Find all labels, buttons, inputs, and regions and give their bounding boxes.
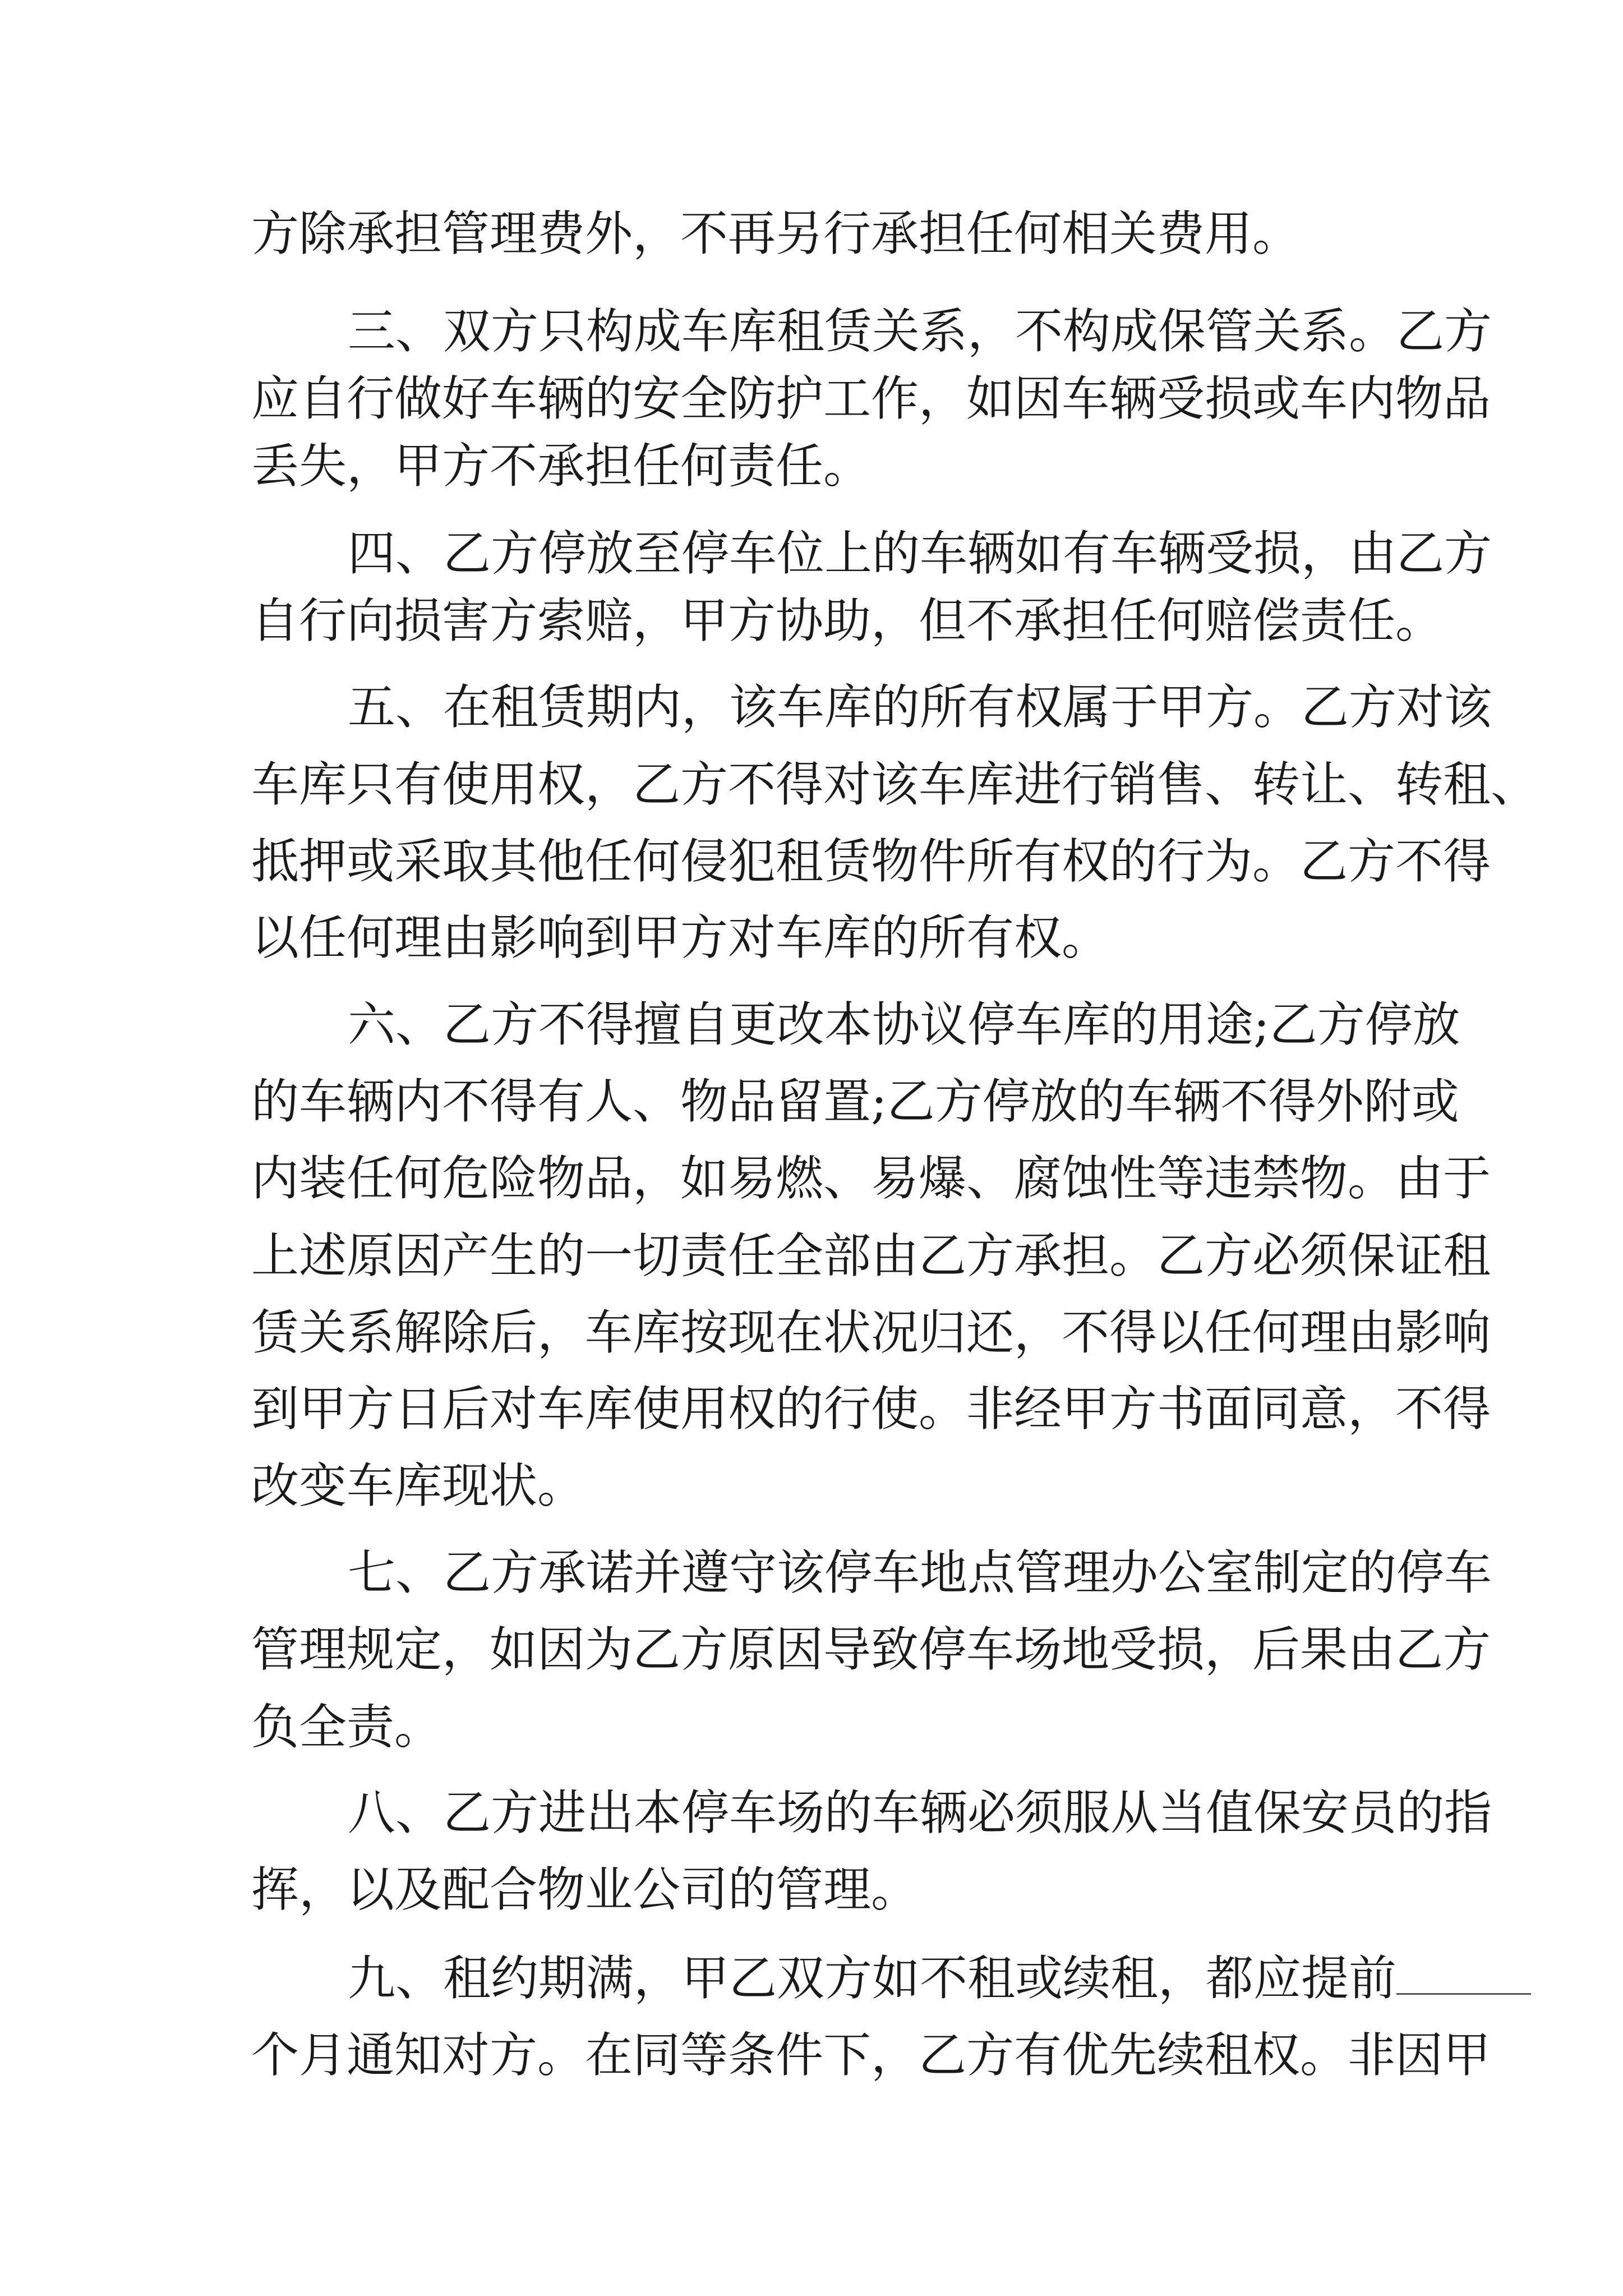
- text-line: 丢失，甲方不承担任何责任。: [251, 439, 872, 494]
- text-line: 以任何理由影响到甲方对车库的所有权。: [251, 910, 1110, 966]
- text-line: 管理规定，如因为乙方原因导致停车场地受损，后果由乙方: [251, 1622, 1491, 1678]
- text-line: 改变车库现状。: [251, 1458, 585, 1514]
- text-line: 赁关系解除后，车库按现在状况归还，不得以任何理由影响: [251, 1305, 1491, 1361]
- clause-9-line: [348, 1951, 1397, 2007]
- text-line: 内装任何危险物品，如易燃、易爆、腐蚀性等违禁物。由于: [251, 1151, 1491, 1207]
- text-line: 自行向损害方索赔，甲方协助，但不承担任何赔偿责任。: [251, 593, 1444, 649]
- text-line: 应自行做好车辆的安全防护工作，如因车辆受损或车内物品: [251, 371, 1491, 427]
- text-line: 挥，以及配合物业公司的管理。: [251, 1862, 919, 1918]
- clause-8-line: 八、乙方进出本停车场的车辆必须服从当值保安员的指: [348, 1786, 1492, 1841]
- clause-5-line: 五、在租赁期内，该车库的所有权属于甲方。乙方对该: [348, 680, 1492, 735]
- text-line: 个月通知对方。在同等条件下，乙方有优先续租权。非因甲: [251, 2028, 1491, 2083]
- text-line: 的车辆内不得有人、物品留置;乙方停放的车辆不得外附或: [251, 1074, 1459, 1130]
- text-line: 上述原因产生的一切责任全部由乙方承担。乙方必须保证租: [251, 1228, 1491, 1284]
- clause-3-line: 三、双方只构成车库租赁关系，不构成保管关系。乙方: [348, 304, 1492, 360]
- clause-7-line: 七、乙方承诺并遵守该停车地点管理办公室制定的停车: [348, 1545, 1492, 1601]
- fill-in-blank: [1396, 1954, 1531, 1995]
- clause-6-line: 六、乙方不得擅自更改本协议停车库的用途;乙方停放: [348, 997, 1460, 1053]
- text-line: 车库只有使用权，乙方不得对该车库进行销售、转让、转租、: [251, 757, 1539, 813]
- text-line: 负全责。: [251, 1700, 442, 1755]
- text-line: 到甲方日后对车库使用权的行使。非经甲方书面同意，不得: [251, 1382, 1491, 1437]
- clause-4-line: 四、乙方停放至停车位上的车辆如有车辆受损，由乙方: [348, 526, 1492, 582]
- text-line: 方除承担管理费外，不再另行承担任何相关费用。: [251, 206, 1301, 262]
- clause-9-text: 九、租约期满，甲乙双方如不租或续租，都应提前: [348, 1951, 1397, 2007]
- text-line: 抵押或采取其他任何侵犯租赁物件所有权的行为。乙方不得: [251, 834, 1491, 890]
